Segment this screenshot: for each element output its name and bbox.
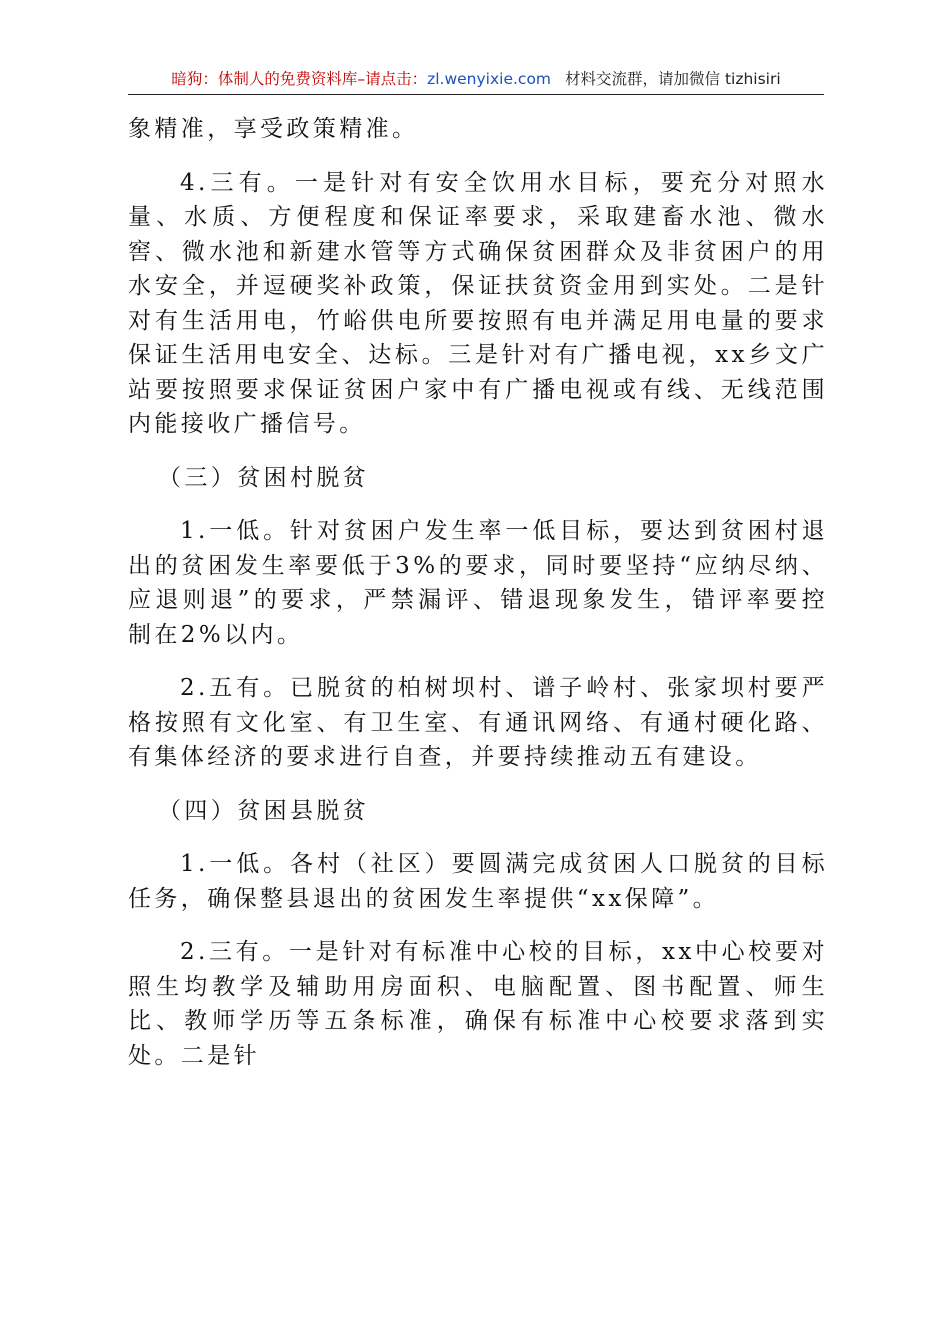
- paragraph-village-one-low: 1.一低。针对贫困户发生率一低目标，要达到贫困村退出的贫困发生率要低于3%的要求，同时要坚持“应纳尽纳、应退则退”的要求，严禁漏评、错退现象发生，错评率要控制在2%以内。: [128, 518, 828, 648]
- header-prompt: –请点击：: [357, 70, 428, 88]
- paragraph-continuation: 象精准，享受政策精准。: [128, 116, 419, 142]
- paragraph-county-three-haves: 2.三有。一是针对有标准中心校的目标，xx中心校要对照生均教学及辅助用房面积、电脑配置、图书配置、师生比、教师学历等五条标准，确保有标准中心校要求落到实处。二是针: [128, 939, 828, 1069]
- paragraph-county-one-low: 1.一低。各村（社区）要圆满完成贫困人口脱贫的目标任务，确保整县退出的贫困发生率提供“xx保障”。: [128, 851, 828, 912]
- header-brand: 暗狗：体制人的免费资料库: [171, 70, 358, 88]
- paragraph-three-haves: 4.三有。一是针对有安全饮用水目标，要充分对照水量、水质、方便程度和保证率要求，采取建畜水池、微水窖、微水池和新建水管等方式确保贫困群众及非贫困户的用水安全，并逗硬奖补政策，保证扶贫资金用到实处。二是针对有生活用电，竹峪供电所要按照有电并满足用电量的要求保证生活用电安全、达标。三是针对有广播电视，xx乡文广站要按照要求保证贫困户家中有广播电视或有线、无线范围内能接收广播信号。: [128, 169, 828, 437]
- section-heading-poor-village: （三）贫困村脱贫: [158, 464, 370, 491]
- header-link[interactable]: zl.wenyixie.com: [427, 70, 552, 88]
- page-header: [128, 68, 824, 95]
- document-body: [128, 112, 828, 1073]
- section-heading-poor-county: （四）贫困县脱贫: [158, 797, 370, 824]
- header-wechat-note: 材料交流群，请加微信 tizhisiri: [565, 70, 781, 88]
- paragraph-village-five-haves: 2.五有。已脱贫的柏树坝村、谱子岭村、张家坝村要严格按照有文化室、有卫生室、有通讯网络、有通村硬化路、有集体经济的要求进行自查，并要持续推动五有建设。: [128, 675, 828, 770]
